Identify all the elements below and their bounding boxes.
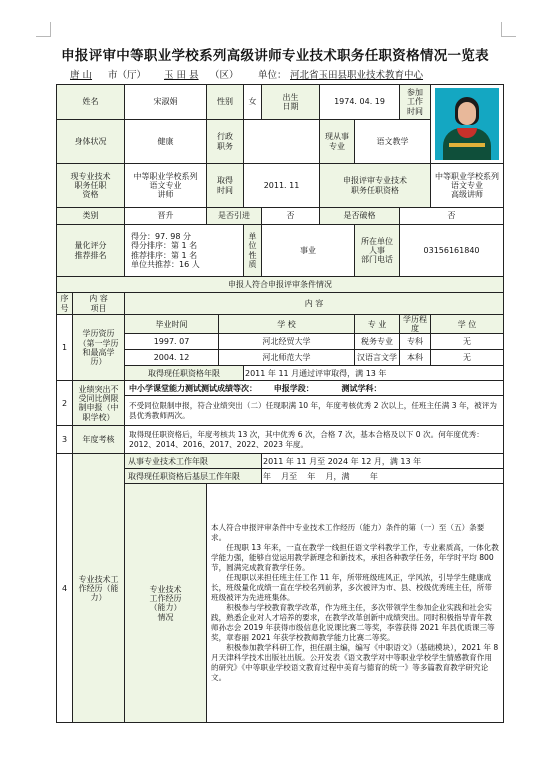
score-label: 量化评分 推荐排名 <box>57 225 125 277</box>
health-label: 身体状况 <box>57 120 125 164</box>
score-line: 得分：97. 98 分 <box>131 232 191 242</box>
edu-grad-time: 2004. 12 <box>125 350 219 366</box>
gender-value: 女 <box>244 85 262 120</box>
info-table <box>56 84 504 723</box>
edu-col-degree: 学 位 <box>431 315 504 334</box>
years-value: 2011 年 11 月至 2024 年 12 月，满 13 年 <box>262 454 504 469</box>
row1-item: 学历资历 （第一学历 和最高学 历） <box>73 315 125 381</box>
edu-major: 汉语言文学 <box>355 350 400 366</box>
header-unit-label: 单位： <box>258 70 287 81</box>
experience-label: 专业技术 工作经历 （能力） 情况 <box>125 484 207 723</box>
years-label: 从事专业技术工作年限 <box>125 454 262 469</box>
person-photo <box>435 88 499 160</box>
edu-degree: 无 <box>431 334 504 350</box>
header-county-suffix: （区） <box>210 70 239 81</box>
row3-item: 年度考核 <box>73 426 125 454</box>
edu-obtain-row <box>57 366 504 381</box>
col-no-header: 序 号 <box>57 293 73 315</box>
photo-cell <box>431 85 504 164</box>
admin-value <box>244 120 320 164</box>
crop-mark-top-left <box>36 22 51 37</box>
header-county: 玉 田 县 <box>164 70 199 81</box>
unit-nature-value: 事业 <box>262 225 355 277</box>
row4-years <box>57 454 504 469</box>
category-label: 类别 <box>57 208 125 225</box>
birth-label: 出生 日期 <box>262 85 320 120</box>
obtain-years-value: 2011 年 11 月通过评审取得，满 13 年 <box>244 366 504 381</box>
score-value <box>125 225 244 277</box>
major-label: 现从事 专业 <box>320 120 355 164</box>
experience-paragraph: 本人符合申报评审条件中专业技术工作经历（能力）条件的第（一）至（五）条要求。 <box>211 523 485 543</box>
edu-level: 本科 <box>400 350 431 366</box>
edu-cols-row <box>57 315 504 334</box>
obtain-value: 2011. 11 <box>244 164 320 208</box>
unit-nature-label: 单位 性质 <box>244 225 262 277</box>
experience-paragraph: 任现职 13 年来，一直在教学一线担任语文学科教学工作，专业素质高，一体化教学能力强，能够自觉运用教学新理念和新技术，承担各种教学任务，年学时平均 800 节，圆满完成教育教学任务。 <box>211 543 499 573</box>
obtain-years-label: 取得现任职资格年限 <box>125 366 244 381</box>
info-table-wrapper <box>56 84 503 723</box>
section-title: 申报人符合申报评审条件情况 <box>57 277 504 293</box>
gender-label: 性别 <box>207 85 244 120</box>
edu-col-major: 专 业 <box>355 315 400 334</box>
document-title: 申报评审中等职业学校系列高级讲师专业技术职务任职资格情况一览表 <box>61 48 489 64</box>
edu-row <box>57 334 504 350</box>
row2-text: 不受同位限制申报，符合业绩突出（二）任现职满 10 年，年度考核优秀 2 次以上，任班主任满 3 年，被评为县优秀教师两次。 <box>125 396 504 426</box>
edu-col-level: 学历程度 <box>400 315 431 334</box>
header-city: 唐 山 <box>70 70 93 81</box>
header-unit-value: 河北省玉田县职业技术教育中心 <box>290 70 424 81</box>
break-value: 否 <box>400 208 504 225</box>
category-value: 晋升 <box>125 208 207 225</box>
grassroots-label: 取得现任职资格后基层工作年限 <box>125 469 262 484</box>
row3-no: 3 <box>57 426 73 454</box>
apply-value: 中等职业学校系列 语文专业 高级讲师 <box>431 164 504 208</box>
work-label: 参加 工作 时间 <box>400 85 431 120</box>
row4-no: 4 <box>57 454 73 723</box>
edu-degree: 无 <box>431 350 504 366</box>
break-label: 是否破格 <box>320 208 400 225</box>
name-value: 宋淑娟 <box>125 85 207 120</box>
row-title <box>57 164 504 208</box>
experience-paragraph: 积极参加教学科研工作，担任副主编，编写《中职语文》（基础模块），2021 年 8 月天津科学技术出版社出版。公开发表《语文教学对中等职业学校学生情感教育作用的研究》《中等职业学校语文教育过程中美育与德育的统一》等多篇教育教学研究论文。 <box>211 643 499 683</box>
header-city-suffix: 市（厅） <box>108 70 147 81</box>
experience-paragraph: 积极参与学校教育教学改革，作为班主任，多次带领学生参加企业实践和社会实践，熟悉企业对人才培养的要求，在教学改革创新中成绩突出。同时积极指导青年教师孙志会 2019 年获得市级信息化说课比赛二等奖，李蓉获得 2021 年县优质课三等奖，章春丽 2021 年获学校教师教学能力比赛二等奖。 <box>211 603 495 643</box>
major-value: 语文教学 <box>355 120 431 164</box>
row4-grassroots <box>57 469 504 484</box>
unit-total-line: 单位共推荐：16 人 <box>131 259 200 269</box>
row-section-title <box>57 277 504 293</box>
row-name <box>57 85 504 120</box>
score-rank-line: 得分排序：第 1 名 <box>131 241 198 251</box>
current-title-label: 现专业技术 职务任职 资格 <box>57 164 125 208</box>
row-score <box>57 225 504 277</box>
obtain-label: 取得 时间 <box>207 164 244 208</box>
row3-text: 取得现任职资格后，年度考核共 13 次，其中优秀 6 次，合格 7 次，基本合格及以下 0 次。何年度优秀：2012、2014、2016、2017、2022、2023 年度。 <box>125 426 504 454</box>
row4-experience <box>57 484 504 723</box>
header-line <box>68 67 488 81</box>
apply-label: 申报评审专业技术 职务任职资格 <box>320 164 431 208</box>
row2-bold-line <box>57 381 504 396</box>
phone-label: 所在单位 人事 部门电话 <box>355 225 400 277</box>
recommend-rank-line: 推荐排序：第 1 名 <box>131 250 198 260</box>
edu-col-grad-time: 毕业时间 <box>125 315 219 334</box>
row-conditions-header <box>57 293 504 315</box>
col-item-header: 内 容 项目 <box>73 293 125 315</box>
name-label: 姓名 <box>57 85 125 120</box>
row2-text-row <box>57 396 504 426</box>
intro-label: 是否引进 <box>207 208 262 225</box>
classroom-test-line: 中小学课堂能力测试测试成绩等次： 申报学段： 测试学科： <box>125 381 504 396</box>
row1-no: 1 <box>57 315 73 381</box>
row3 <box>57 426 504 454</box>
edu-school: 河北师范大学 <box>219 350 355 366</box>
edu-school: 河北经贸大学 <box>219 334 355 350</box>
edu-row <box>57 350 504 366</box>
health-value: 健康 <box>125 120 207 164</box>
edu-major: 税务专业 <box>355 334 400 350</box>
experience-paragraph: 任现职以来担任班主任工作 11 年，所带班级班风正，学风浓，引导学生健康成长，班级量化成绩一直在学校名列前茅，多次被评为市、县、校级优秀班主任，所带班级被评为先进班集体。 <box>211 573 492 603</box>
experience-text <box>207 484 504 723</box>
edu-level: 专科 <box>400 334 431 350</box>
row-category <box>57 208 504 225</box>
admin-label: 行政 职务 <box>207 120 244 164</box>
row2-no: 2 <box>57 381 73 426</box>
row2-item: 业绩突出不 受同比例限 制申报（中 职学校） <box>73 381 125 426</box>
current-title-value: 中等职业学校系列 语文专业 讲师 <box>125 164 207 208</box>
grassroots-value: 年 月至 年 月，满 年 <box>262 469 504 484</box>
birth-value: 1974. 04. 19 <box>320 85 400 120</box>
crop-mark-top-right <box>501 22 516 37</box>
col-content-header: 内 容 <box>125 293 504 315</box>
edu-grad-time: 1997. 07 <box>125 334 219 350</box>
phone-value: 03156161840 <box>400 225 504 277</box>
intro-value: 否 <box>262 208 320 225</box>
edu-col-school: 学 校 <box>219 315 355 334</box>
row4-item: 专业技术工 作经历（能 力） <box>73 454 125 723</box>
